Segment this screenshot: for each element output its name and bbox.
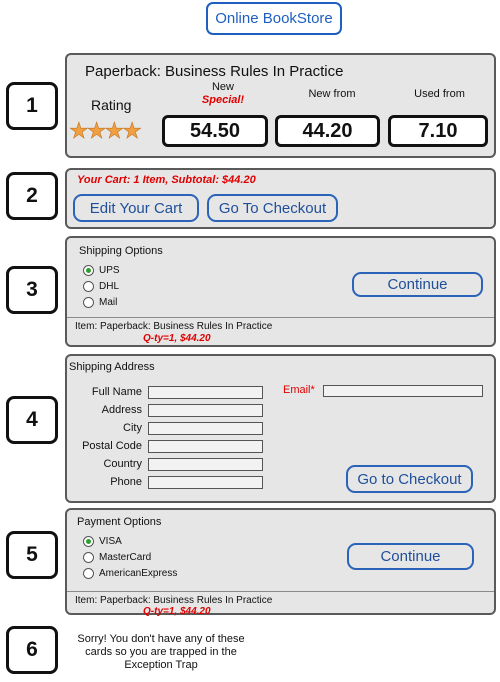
address-input[interactable]	[148, 404, 263, 417]
exception-trap-message	[66, 633, 256, 672]
edit-cart-button[interactable]: Edit Your Cart	[73, 194, 199, 222]
option-label: AmericanExpress	[99, 567, 178, 579]
option-label: VISA	[99, 535, 122, 547]
option-label: DHL	[99, 280, 120, 292]
new-price-value[interactable]: 54.50	[162, 115, 268, 147]
form-row-full-name	[67, 383, 263, 401]
step-3-badge: 3	[6, 266, 58, 314]
qty-line: Q-ty=1, $44.20	[143, 606, 211, 617]
radio-icon[interactable]	[83, 281, 94, 292]
form-row-address	[67, 401, 263, 419]
email-input[interactable]	[323, 385, 483, 397]
form-row-city	[67, 419, 263, 437]
form-row-phone	[67, 473, 263, 491]
product-panel	[65, 53, 496, 158]
option-label: Mail	[99, 296, 118, 308]
shipping-continue-button[interactable]: Continue	[352, 272, 483, 297]
step-4-badge: 4	[6, 396, 58, 444]
payment-options-heading: Payment Options	[77, 516, 162, 528]
star-icon: ★	[69, 118, 87, 143]
used-from-price[interactable]: 7.10	[388, 115, 488, 147]
shipping-option-mail[interactable]	[83, 294, 120, 310]
step-5-badge: 5	[6, 531, 58, 579]
new-price-label: New	[211, 81, 234, 93]
full-name-label: Full Name	[91, 386, 142, 398]
used-from-label: Used from	[414, 88, 465, 100]
divider	[67, 591, 494, 592]
radio-icon[interactable]	[83, 552, 94, 563]
shipping-radio-group	[83, 262, 120, 310]
new-from-label: New from	[308, 88, 356, 100]
address-go-to-checkout-button[interactable]: Go to Checkout	[346, 465, 473, 493]
cart-panel	[65, 168, 496, 229]
option-label: UPS	[99, 264, 120, 276]
payment-option-visa[interactable]	[83, 533, 177, 549]
payment-options-panel	[65, 508, 496, 615]
step-1-badge: 1	[6, 82, 58, 130]
address-form	[67, 383, 263, 491]
city-label: City	[123, 422, 142, 434]
item-line: Item: Paperback: Business Rules In Practice	[75, 595, 273, 606]
message-line-3: Exception Trap	[124, 659, 198, 671]
postal-code-label: Postal Code	[82, 440, 142, 452]
country-label: Country	[103, 458, 142, 470]
app-title: Online BookStore	[206, 2, 342, 35]
star-icon: ★	[86, 118, 105, 143]
form-row-postal-code	[67, 437, 263, 455]
divider	[67, 317, 494, 318]
message-line-2: cards so you are trapped in the	[85, 646, 237, 658]
email-label: Email*	[283, 384, 315, 396]
radio-selected-icon[interactable]	[83, 536, 94, 547]
payment-option-americanexpress[interactable]	[83, 565, 177, 581]
step-6-badge: 6	[6, 626, 58, 674]
radio-icon[interactable]	[83, 297, 94, 308]
shipping-options-panel	[65, 236, 496, 347]
radio-selected-icon[interactable]	[83, 265, 94, 276]
step-2-badge: 2	[6, 172, 58, 220]
full-name-input[interactable]	[148, 386, 263, 399]
shipping-option-dhl[interactable]	[83, 278, 120, 294]
star-icon: ★	[104, 118, 123, 143]
country-input[interactable]	[148, 458, 263, 471]
shipping-address-panel	[65, 354, 496, 503]
new-from-price[interactable]: 44.20	[275, 115, 380, 147]
payment-radio-group	[83, 533, 177, 581]
postal-code-input[interactable]	[148, 440, 263, 453]
payment-continue-button[interactable]: Continue	[347, 543, 474, 570]
special-label: Special!	[201, 94, 245, 106]
payment-option-mastercard[interactable]	[83, 549, 177, 565]
form-row-country	[67, 455, 263, 473]
star-icon: ★	[122, 118, 140, 143]
rating-label: Rating	[91, 97, 132, 113]
shipping-option-ups[interactable]	[83, 262, 120, 278]
shipping-options-heading: Shipping Options	[79, 245, 163, 257]
shipping-address-heading: Shipping Address	[69, 361, 155, 373]
radio-icon[interactable]	[83, 568, 94, 579]
phone-input[interactable]	[148, 476, 263, 489]
option-label: MasterCard	[99, 551, 152, 563]
city-input[interactable]	[148, 422, 263, 435]
go-to-checkout-button[interactable]: Go To Checkout	[207, 194, 338, 222]
cart-summary: Your Cart: 1 Item, Subtotal: $44.20	[77, 174, 256, 186]
phone-label: Phone	[110, 476, 142, 488]
message-line-1: Sorry! You don't have any of these	[77, 633, 245, 645]
book-title: Paperback: Business Rules In Practice	[85, 63, 344, 80]
address-label: Address	[101, 404, 142, 416]
qty-line: Q-ty=1, $44.20	[143, 333, 211, 344]
item-line: Item: Paperback: Business Rules In Practice	[75, 321, 273, 332]
rating-stars	[69, 118, 140, 144]
